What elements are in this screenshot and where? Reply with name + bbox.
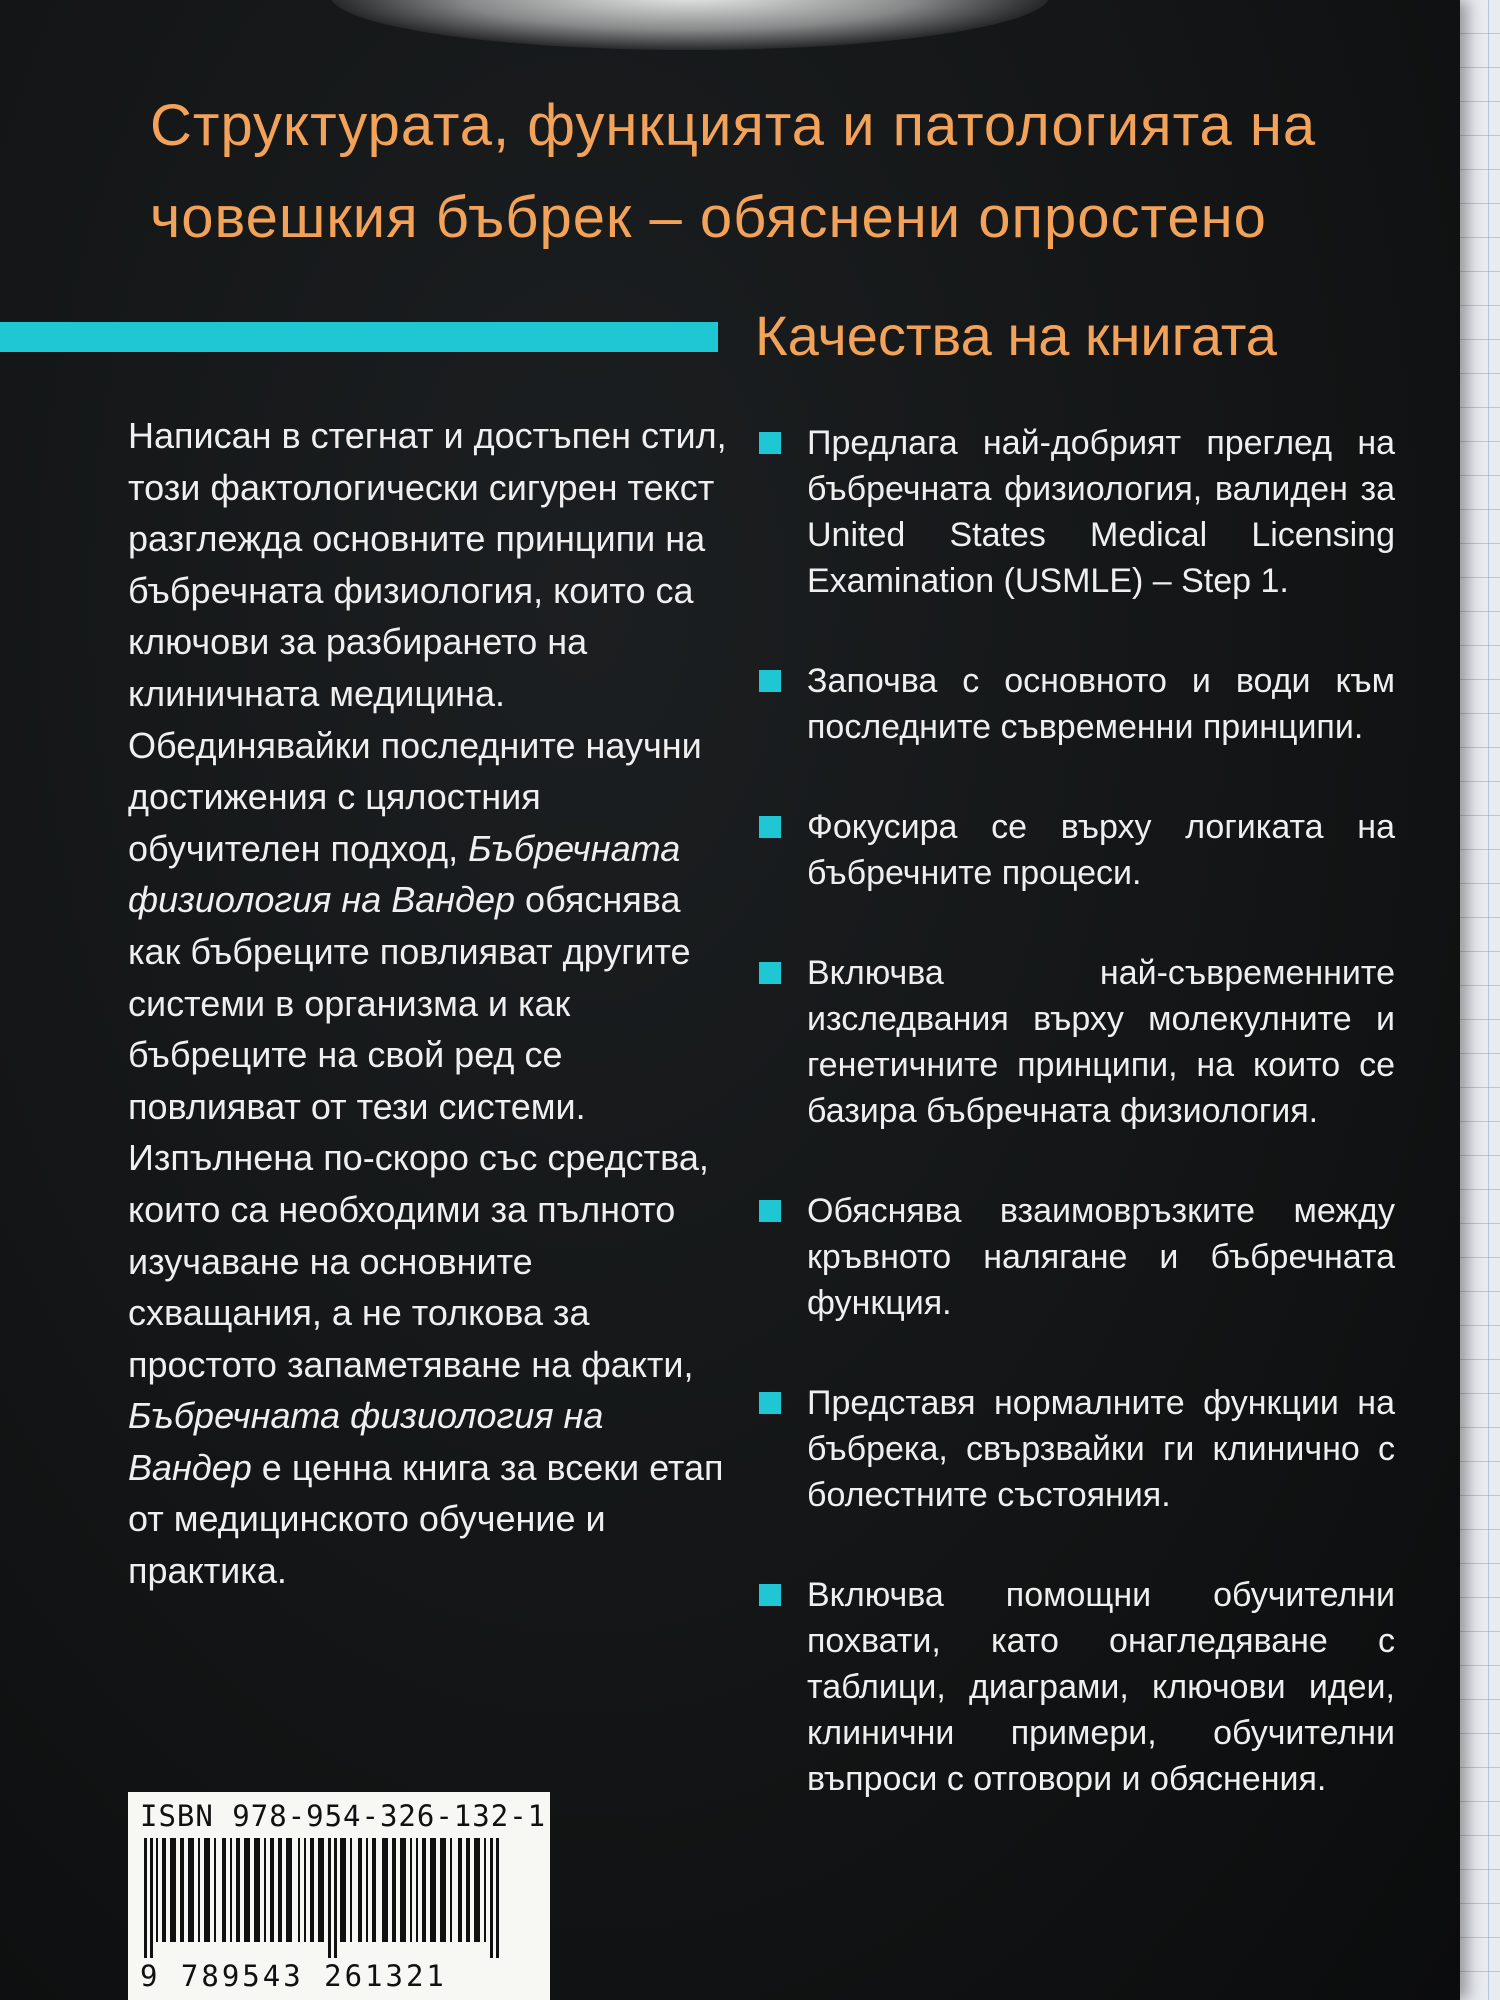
barcode-bar	[264, 1838, 266, 1942]
feature-item	[755, 1572, 1395, 1802]
barcode-bar	[392, 1838, 396, 1942]
barcode-bar	[496, 1838, 499, 1958]
barcode-icon	[140, 1838, 540, 1958]
feature-text: Фокусира се върху логиката на бъбречните процеси.	[807, 808, 1395, 892]
barcode-bar	[156, 1838, 158, 1942]
barcode-bar	[310, 1838, 314, 1942]
barcode-bar	[366, 1838, 368, 1942]
barcode-bar	[458, 1838, 462, 1942]
square-bullet-icon	[759, 1200, 781, 1222]
feature-item	[755, 658, 1395, 750]
feature-text: Обяснява взаимовръзките между кръвното налягане и бъбречната функция.	[807, 1192, 1395, 1322]
feature-item	[755, 1188, 1395, 1326]
barcode-bar	[162, 1838, 166, 1942]
barcode-bar	[318, 1838, 324, 1942]
barcode-bar	[450, 1838, 452, 1942]
description-text: е ценна книга за всеки етап от медицинското обучение и практика.	[128, 1446, 724, 1592]
barcode-bar	[150, 1838, 153, 1958]
barcode-bar	[236, 1838, 240, 1942]
barcode-bar	[382, 1838, 388, 1942]
barcode-bar	[254, 1838, 260, 1942]
barcode-bar	[180, 1838, 184, 1942]
barcode-bar	[358, 1838, 362, 1942]
barcode-bar	[484, 1838, 486, 1942]
barcode-bar	[214, 1838, 216, 1942]
barcode-bar	[188, 1838, 194, 1942]
light-glare	[330, 0, 1050, 50]
barcode-bar	[270, 1838, 274, 1942]
barcode-bar	[278, 1838, 282, 1942]
barcode-bar	[410, 1838, 412, 1942]
barcode-bar	[422, 1838, 426, 1942]
barcode-bar	[244, 1838, 250, 1942]
barcode-bar	[416, 1838, 418, 1942]
feature-item	[755, 1380, 1395, 1518]
square-bullet-icon	[759, 432, 781, 454]
book-title-italic: Бъбречната физиология на Вандер	[128, 827, 681, 921]
barcode-bar	[170, 1838, 176, 1942]
description-text: Написан в стегнат и достъпен стил, този фактологически сигурен текст разглежда основните принципи на бъбречната физиология, които са ключови за разбирането на клиничната медицина. Обединявайки последните научни достижения с цялостния обучителен подход,	[128, 415, 727, 869]
barcode-bar	[304, 1838, 306, 1942]
barcode-bar	[204, 1838, 210, 1942]
barcode-bar	[198, 1838, 200, 1942]
section-title: Качества на книгата	[755, 304, 1277, 367]
barcode-bar	[474, 1838, 480, 1942]
cover-tagline	[150, 80, 1390, 264]
isbn-barcode-label	[128, 1792, 550, 2000]
feature-text: Представя нормалните функции на бъбрека, свързвайки ги клинично с болестните състояния.	[807, 1384, 1395, 1514]
barcode-bar	[466, 1838, 470, 1942]
square-bullet-icon	[759, 670, 781, 692]
barcode-bar	[144, 1838, 147, 1958]
barcode-bar	[440, 1838, 446, 1942]
feature-text: Включва помощни обучителни похвати, като онагледяване с таблици, диаграми, ключови идеи, клинични примери, обучителни въпроси с отговори и обяснения.	[807, 1576, 1395, 1798]
square-bullet-icon	[759, 816, 781, 838]
barcode-digits: 9 789543 261321	[140, 1959, 447, 1993]
barcode-bar	[490, 1838, 493, 1958]
barcode-bar	[340, 1838, 346, 1942]
barcode-bar	[430, 1838, 436, 1942]
features-list	[755, 420, 1395, 1856]
barcode-bar	[350, 1838, 352, 1942]
feature-text: Започва с основното и води към последните съвременни принципи.	[807, 662, 1395, 746]
feature-item	[755, 950, 1395, 1134]
feature-item	[755, 804, 1395, 896]
barcode-bar	[400, 1838, 406, 1942]
book-description	[128, 410, 728, 1597]
barcode-bar	[286, 1838, 292, 1942]
barcode-bar	[222, 1838, 226, 1942]
barcode-bar	[328, 1838, 331, 1958]
cyan-divider-bar	[0, 322, 718, 352]
square-bullet-icon	[759, 1392, 781, 1414]
barcode-bar	[372, 1838, 376, 1942]
tagline-line: Структурата, функцията и патологията на	[150, 93, 1317, 158]
description-text: обяснява как бъбреците повлияват другите системи в организма и как бъбреците на свой ред се повлияват от тези системи. Изпълнена по-скоро със средства, които са необходими за пълното изучаване на основните схващания, а не толкова за простото запаметяване на факти,	[128, 879, 709, 1385]
feature-text: Включва най-съвременните изследвания върху молекулните и генетичните принципи, на които се базира бъбречната физиология.	[807, 954, 1395, 1130]
square-bullet-icon	[759, 1584, 781, 1606]
barcode-bar	[298, 1838, 300, 1942]
isbn-number: ISBN 978-954-326-132-1	[140, 1799, 547, 1833]
square-bullet-icon	[759, 962, 781, 984]
tagline-line: човешкия бъбрек – обяснени опростено	[150, 185, 1267, 250]
barcode-bar	[230, 1838, 232, 1942]
feature-text: Предлага най-добрият преглед на бъбречната физиология, валиден за United States Medical Licensing Examination (USMLE) – Step 1.	[807, 424, 1395, 600]
book-title-italic: Бъбречната физиология на Вандер	[128, 1395, 604, 1488]
barcode-bar	[334, 1838, 337, 1958]
feature-item	[755, 420, 1395, 604]
